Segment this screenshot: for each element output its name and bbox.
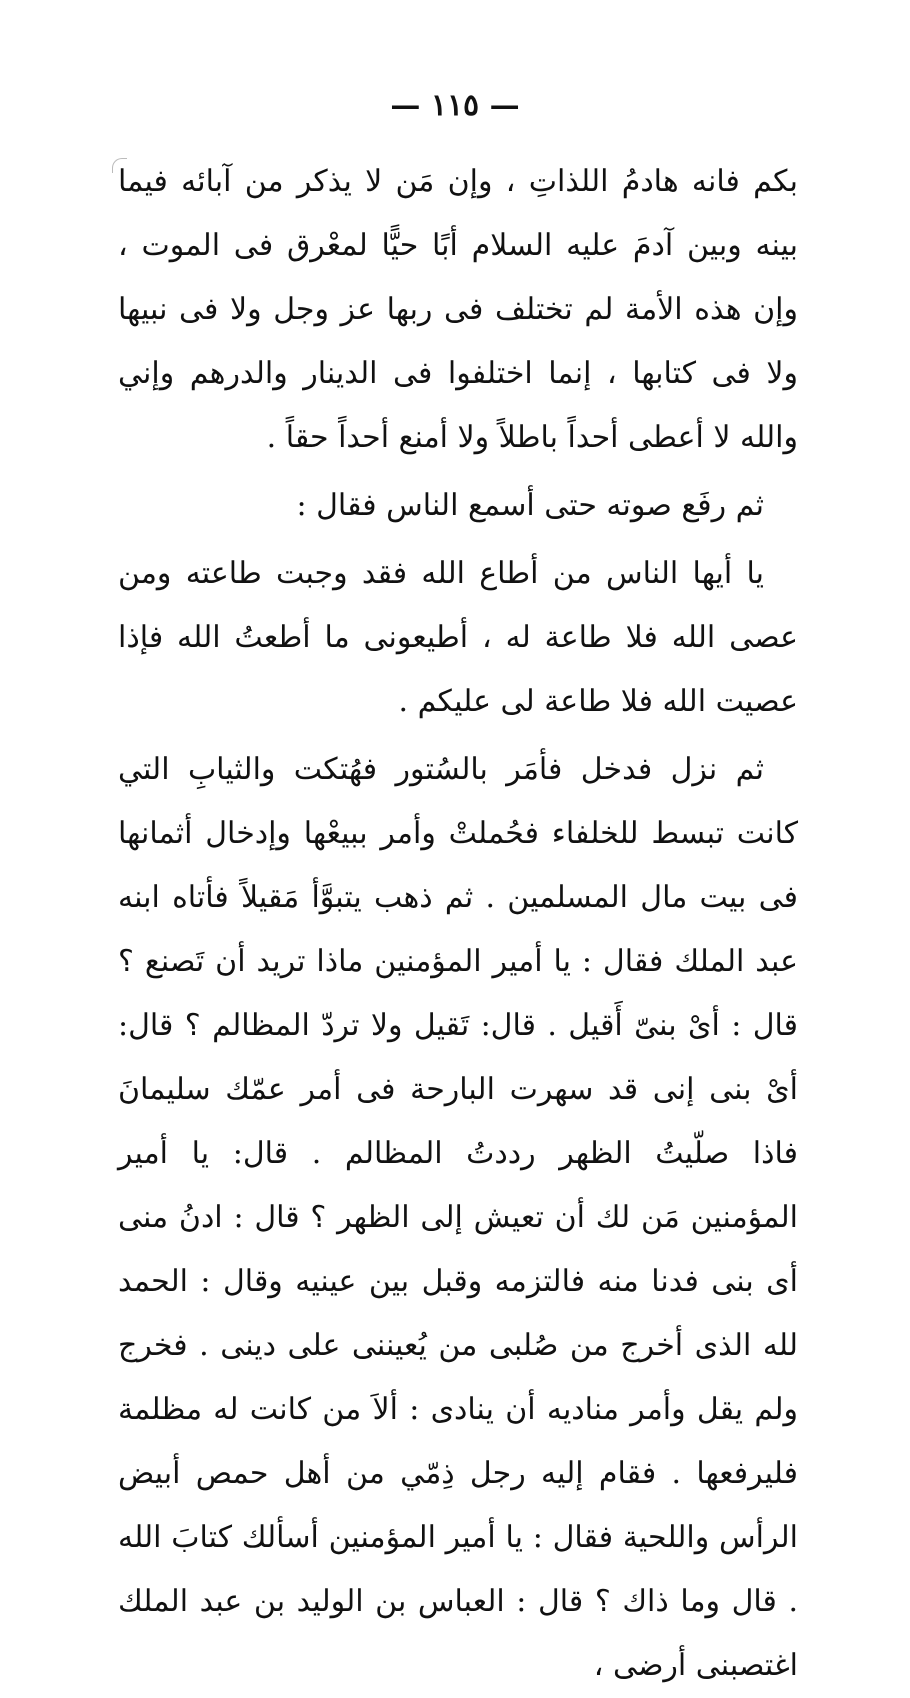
paragraph-4: ثم نزل فدخل فأمَر بالسُتور فهُتكت والثيابِ التي كانت تبسط للخلفاء فحُملتْ وأمر ببيعْها وإدخال أثمانها فى بيت مال المسلمين . ثم ذهب يتبوَّأ مَقيلاً فأتاه ابنه عبد الملك فقال : يا أمير المؤمنين ماذا تريد أن تَصنع ؟ قال : أىْ بنىّ أَقيل . قال: تَقيل ولا تردّ المظالم ؟ قال: أىْ بنى إنى قد سهرت البارحة فى أمر عمّك سليمانَ فاذا صلّيتُ الظهر رددتُ المظالم . قال: يا أمير المؤمنين مَن لك أن تعيش إلى الظهر ؟ قال : ادنُ منى أى بنى فدنا منه فالتزمه وقبل بين عينيه وقال : الحمد لله الذى أخرج من صُلبى من يُعيننى على دينى . فخرج ولم يقل وأمر مناديه أن ينادى : ألاَ من كانت له مظلمة فليرفعها . فقام إليه رجل ذِمّي من أهل حمص أبيض الرأس واللحية فقال : يا أمير المؤمنين أسألك كتابَ الله . قال وما ذاك ؟ قال : العباس بن الوليد بن عبد الملك اغتصبنى أرضى ، xyxy=(118,752,798,1683)
paragraph-2: ثم رفَع صوته حتى أسمع الناس فقال : xyxy=(296,488,764,523)
body-text xyxy=(118,150,798,1698)
paragraph-3: يا أيها الناس من أطاع الله فقد وجبت طاعته ومن عصى الله فلا طاعة له ، أطيعونى ما أطعتُ الله فإذا عصيت الله فلا طاعة لى عليكم . xyxy=(118,556,798,719)
paragraph-1: بكم فانه هادمُ اللذاتِ ، وإن مَن لا يذكر من آبائه فيما بينه وبين آدمَ عليه السلام أبًا حيًّا لمعْرق فى الموت ، وإن هذه الأمة لم تختلف فى ربها عز وجل ولا فى نبيها ولا فى كتابها ، إنما اختلفوا فى الدينار والدرهم وإني والله لا أعطى أحداً باطلاً ولا أمنع أحداً حقاً . xyxy=(118,164,798,455)
page-number: — ١١٥ — xyxy=(390,88,520,123)
